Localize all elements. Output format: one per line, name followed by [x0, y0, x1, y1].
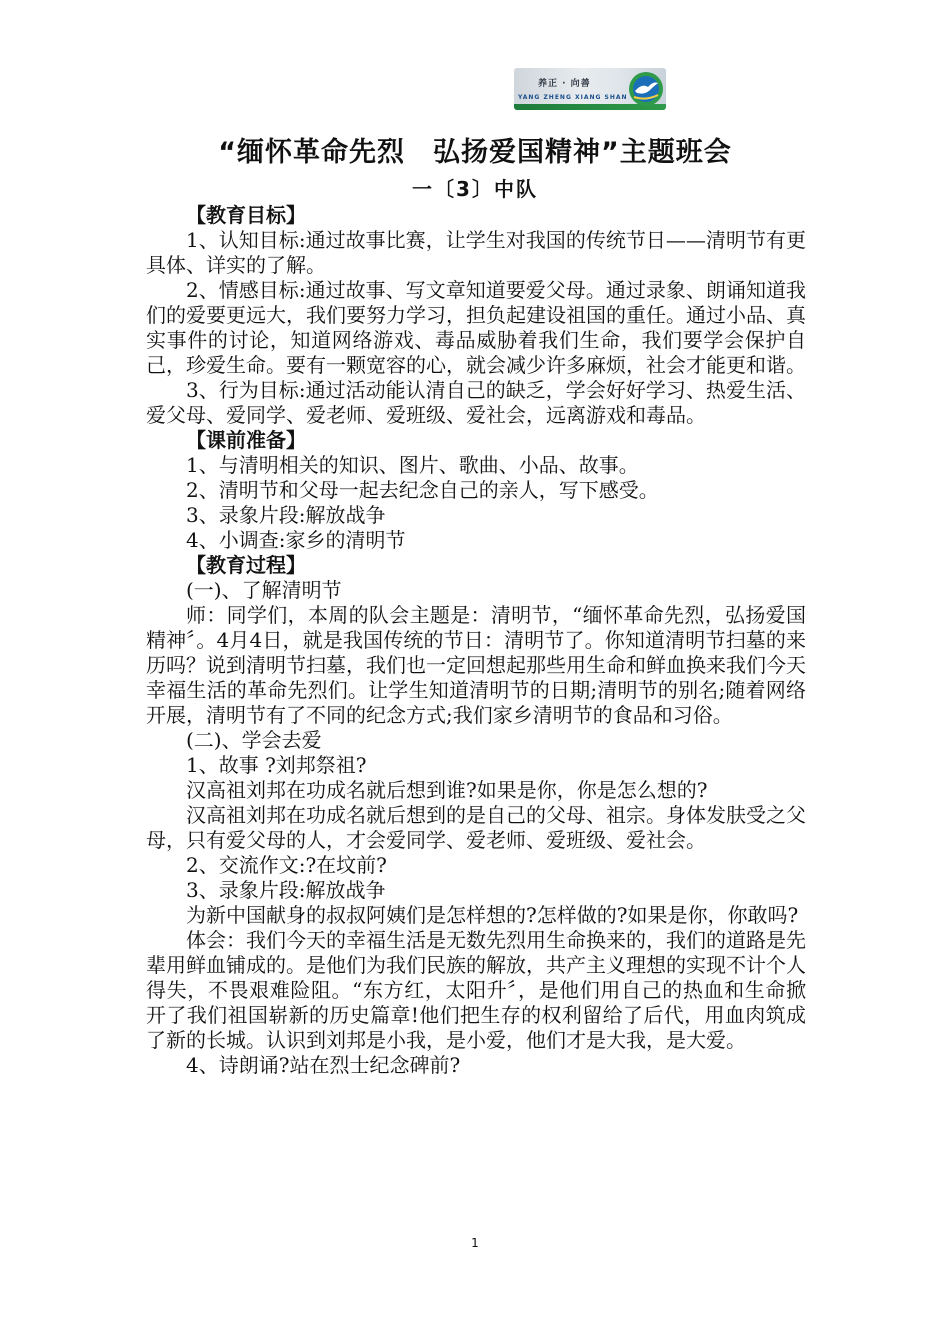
- body-paragraph: 4、小调查:家乡的清明节: [186, 528, 406, 552]
- page-number: 1: [471, 1236, 479, 1250]
- body-paragraph: 2、清明节和父母一起去纪念自己的亲人，写下感受。: [186, 478, 659, 502]
- body-paragraph: 3、录象片段:解放战争: [186, 878, 386, 902]
- logo-pinyin: YANG ZHENG XIANG SHAN: [518, 94, 628, 101]
- body-paragraph: 3、行为目标:通过活动能认清自己的缺乏，学会好好学习、热爱生活、爱父母、爱同学、爱老师、爱班级、爱社会，远离游戏和毒品。: [146, 378, 806, 427]
- document-title: “缅怀革命先烈 弘扬爱国精神”主题班会: [218, 137, 732, 168]
- body-paragraph: 汉高祖刘邦在功成名就后想到的是自己的父母、祖宗。身体发肤受之父母，只有爱父母的人，才会爱同学、爱老师、爱班级、爱社会。: [146, 803, 806, 852]
- body-paragraph: 2、交流作文:?在坟前?: [186, 853, 387, 877]
- body-paragraph: 3、录象片段:解放战争: [186, 503, 386, 527]
- dove-emblem-icon: [628, 71, 664, 107]
- body-paragraph: 1、故事 ?刘邦祭祖?: [186, 753, 367, 777]
- logo-motto: 养正 · 向善: [538, 79, 591, 89]
- body-paragraph: (二)、学会去爱: [186, 728, 322, 752]
- school-logo: [514, 68, 666, 110]
- body-paragraph: 汉高祖刘邦在功成名就后想到谁?如果是你，你是怎么想的?: [186, 778, 708, 802]
- document-body: [146, 203, 806, 1078]
- body-paragraph: 1、与清明相关的知识、图片、歌曲、小品、故事。: [186, 453, 639, 477]
- section-heading: 【教育过程】: [186, 553, 306, 577]
- section-heading: 【课前准备】: [186, 428, 306, 452]
- body-paragraph: (一)、了解清明节: [186, 578, 342, 602]
- body-paragraph: 师：同学们，本周的队会主题是：清明节，“缅怀革命先烈，弘扬爱国精神〞。4月4日，就是我国传统的节日：清明节了。你知道清明节扫墓的来历吗？说到清明节扫墓，我们也一定回想起那些用生命和鲜血换来我们今天幸福生活的革命先烈们。让学生知道清明节的日期;清明节的别名;随着网络开展，清明节有了不同的纪念方式;我们家乡清明节的食品和习俗。: [146, 603, 806, 727]
- body-paragraph: 体会：我们今天的幸福生活是无数先烈用生命换来的，我们的道路是先辈用鲜血铺成的。是他们为我们民族的解放，共产主义理想的实现不计个人得失，不畏艰难险阻。“东方红，太阳升〞，是他们用自己的热血和生命掀开了我们祖国崭新的历史篇章!他们把生存的权利留给了后代，用血肉筑成了新的长城。认识到刘邦是小我，是小爱，他们才是大我，是大爱。: [146, 928, 806, 1052]
- document-subtitle: 一〔3〕中队: [412, 177, 538, 201]
- body-paragraph: 1、认知目标:通过故事比赛，让学生对我国的传统节日——清明节有更具体、详实的了解。: [146, 228, 806, 277]
- body-paragraph: 为新中国献身的叔叔阿姨们是怎样想的?怎样做的?如果是你，你敢吗?: [186, 903, 799, 927]
- section-heading: 【教育目标】: [186, 203, 306, 227]
- body-paragraph: 4、诗朗诵?站在烈士纪念碑前?: [186, 1053, 461, 1077]
- body-paragraph: 2、情感目标:通过故事、写文章知道要爱父母。通过录象、朗诵知道我们的爱要更远大，我们要努力学习，担负起建设祖国的重任。通过小品、真实事件的讨论，知道网络游戏、毒品威胁着我们生命，我们要学会保护自己，珍爱生命。要有一颗宽容的心，就会减少许多麻烦，社会才能更和谐。: [146, 278, 806, 377]
